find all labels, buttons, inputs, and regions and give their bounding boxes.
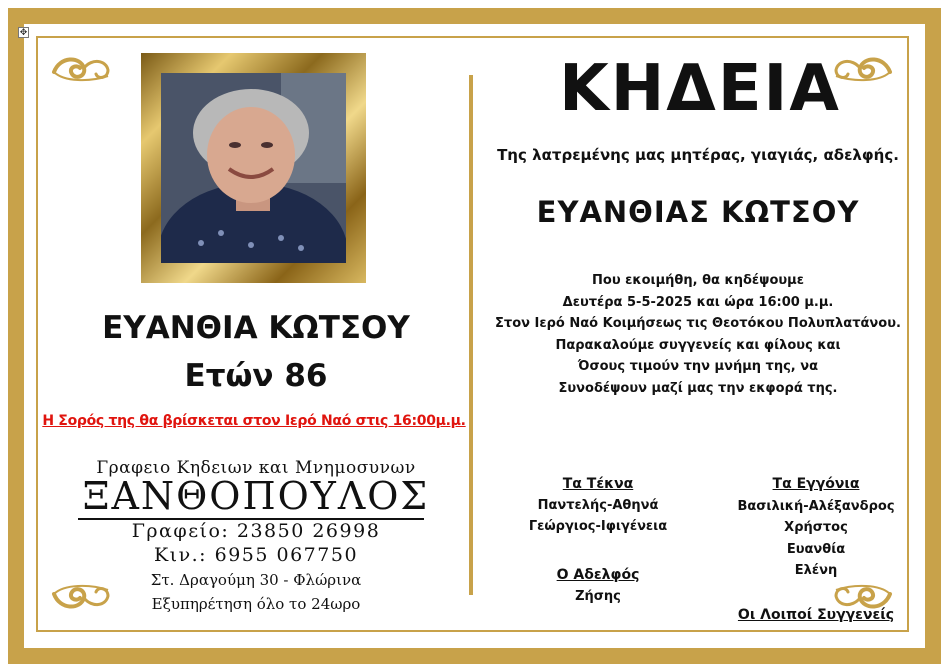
children-name: Παντελής-Αθηνά bbox=[537, 498, 659, 513]
announcement-text bbox=[478, 270, 918, 399]
brother-name: Ζήσης bbox=[575, 589, 621, 604]
deceased-name-genitive: ΕΥΑΝΘΙΑΣ ΚΩΤΣΟΥ bbox=[536, 195, 860, 229]
children-name: Γεώργιος-Ιφιγένεια bbox=[528, 519, 668, 534]
move-handle-icon[interactable]: ✥ bbox=[19, 28, 28, 38]
children-title: Τα Τέκνα bbox=[562, 476, 634, 492]
relatives-brother bbox=[498, 565, 698, 607]
office-phone: Γραφείο: 23850 26998 bbox=[131, 520, 381, 542]
grandchildren-name: Χρήστος bbox=[784, 520, 848, 535]
brother-title: Ο Αδελφός bbox=[556, 567, 640, 583]
subtitle: Της λατρεμένης μας μητέρας, γιαγιάς, αδελφής. bbox=[497, 146, 899, 164]
page-title: ΚΗΔΕΙΑ bbox=[559, 52, 841, 126]
ornate-photo-frame bbox=[141, 53, 366, 283]
red-notice: Η Σορός της θα βρίσκεται στον Ιερό Ναό στις 16:00μ.μ. bbox=[42, 413, 466, 429]
announcement-line: Δευτέρα 5-5-2025 και ώρα 16:00 μ.μ. bbox=[562, 294, 834, 310]
grandchildren-name: Βασιλική-Αλέξανδρος bbox=[737, 498, 895, 514]
mobile-phone: Κιν.: 6955 067750 bbox=[153, 544, 359, 566]
funeral-office-label: Γραφειο Κηδειων και Μνημοσυνων bbox=[96, 458, 416, 478]
service-hours: Εξυπηρέτηση όλο το 24ωρο bbox=[151, 595, 361, 613]
deceased-name: ΕΥΑΝΘΙΑ ΚΩΤΣΟΥ bbox=[102, 310, 410, 346]
grandchildren-name: Ευανθία bbox=[786, 541, 846, 557]
deceased-age: Ετών 86 bbox=[184, 358, 328, 394]
announcement-line: Στον Ιερό Ναό Κοιμήσεως τις Θεοτόκου Πολυπλατάνου. bbox=[495, 316, 901, 331]
vertical-gold-divider bbox=[469, 75, 473, 595]
relatives-children bbox=[498, 474, 698, 537]
office-address: Στ. Δραγούμη 30 - Φλώρινα bbox=[150, 571, 362, 589]
funeral-company-name: ΞΑΝΘΟΠΟΥΛΟΣ bbox=[82, 474, 430, 518]
grandchildren-title: Τα Εγγόνια bbox=[772, 476, 860, 492]
grandchildren-name: Ελένη bbox=[794, 563, 838, 578]
announcement-line: Παρακαλούμε συγγενείς και φίλους και bbox=[555, 337, 841, 353]
portrait-photo bbox=[161, 73, 346, 263]
announcement-line: Όσους τιμούν την μνήμη της, να bbox=[577, 359, 819, 374]
announcement-line: Που εκοιμήθη, θα κηδέψουμε bbox=[592, 273, 804, 288]
relatives-grandchildren bbox=[716, 474, 916, 582]
announcement-line: Συνοδέψουν μαζί μας την εκφορά της. bbox=[558, 380, 838, 396]
flourish-top-left-icon bbox=[50, 52, 112, 86]
other-relatives-title: Οι Λοιποί Συγγενείς bbox=[737, 607, 895, 623]
